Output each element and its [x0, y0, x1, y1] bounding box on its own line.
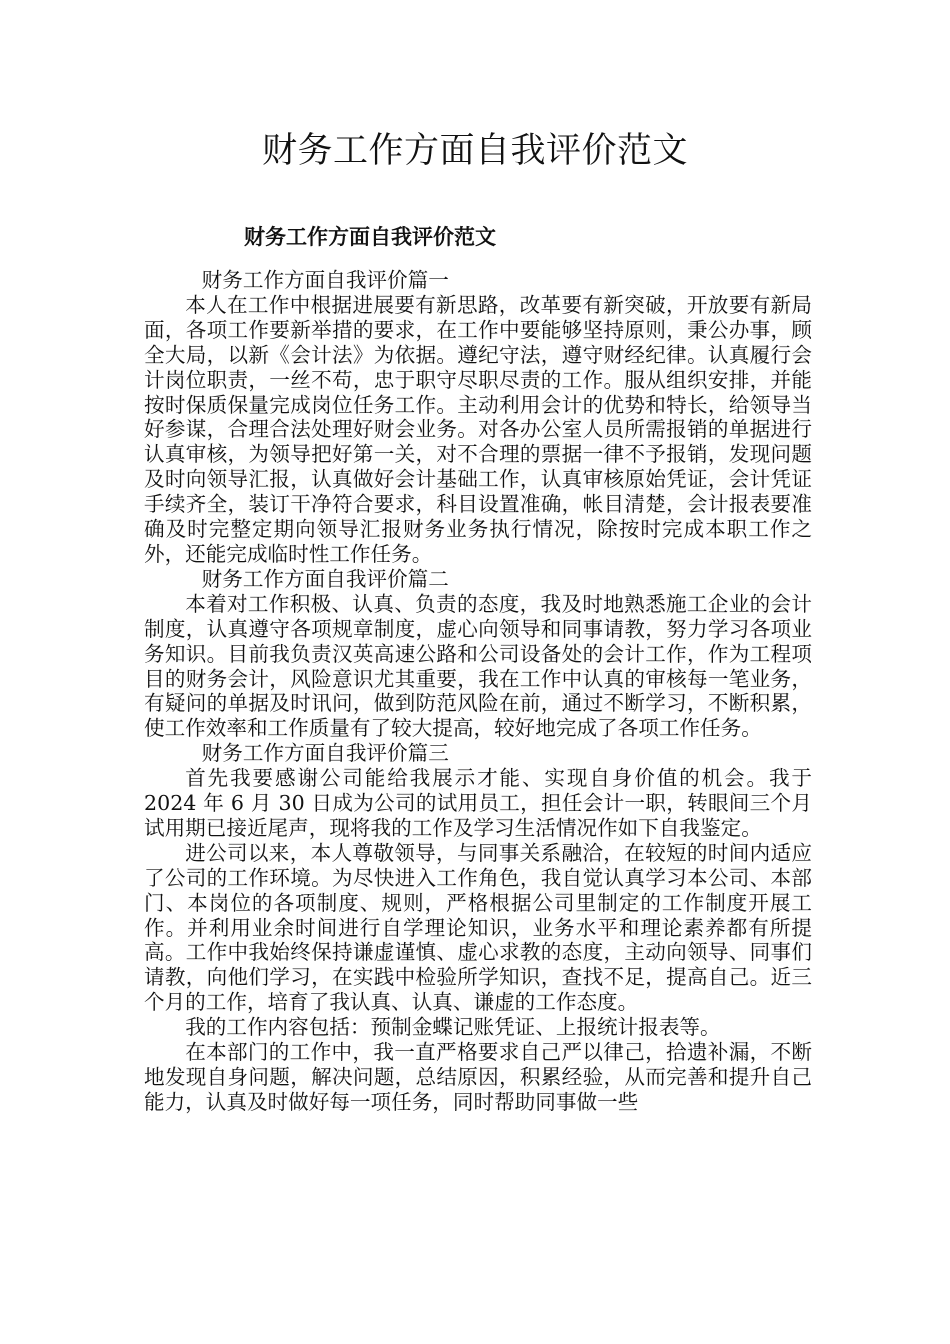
paragraph: 本人在工作中根据进展要有新思路，改革要有新突破，开放要有新局面，各项工作要新举措的要求，在工作中要能够坚持原则，秉公办事，顾全大局，以新《会计法》为依据。遵纪守法，遵守财经纪律。认真履行会计岗位职责，一丝不苟，忠于职守尽职尽责的工作。服从组织安排，并能按时保质保量完成岗位任务工作。主动利用会计的优势和特长，给领导当好参谋，合理合法处理好财会业务。对各办公室人员所需报销的单据进行认真审核，为领导把好第一关，对不合理的票据一律不予报销，发现问题及时向领导汇报，认真做好会计基础工作，认真审核原始凭证，会计凭证手续齐全，装订干净符合要求，科目设置准确，帐目清楚，会计报表要准确及时完整定期向领导汇报财务业务执行情况，除按时完成本职工作之外，还能完成临时性工作任务。 — [144, 292, 812, 566]
section-heading-2: 财务工作方面自我评价篇二 — [201, 566, 449, 591]
document-title: 财务工作方面自我评价范文 — [261, 131, 688, 171]
paragraph: 在本部门的工作中，我一直严格要求自己严以律己，拾遗补漏，不断地发现自身问题，解决问题，总结原因，积累经验，从而完善和提升自己能力，认真及时做好每一项任务，同时帮助同事做一些 — [144, 1040, 812, 1114]
document-subtitle: 财务工作方面自我评价范文 — [244, 224, 496, 249]
section-heading-3: 财务工作方面自我评价篇三 — [201, 741, 449, 766]
paragraph: 本着对工作积极、认真、负责的态度，我及时地熟悉施工企业的会计制度，认真遵守各项规章制度，虚心向领导和同事请教，努力学习各项业务知识。目前我负责汉英高速公路和公司设备处的会计工作，作为工程项目的财务会计，风险意识尤其重要，我在工作中认真的审核每一笔业务，有疑问的单据及时讯问，做到防范风险在前，通过不断学习，不断积累，使工作效率和工作质量有了较大提高，较好地完成了各项工作任务。 — [144, 591, 812, 741]
paragraph: 进公司以来，本人尊敬领导，与同事关系融洽，在较短的时间内适应了公司的工作环境。为尽快进入工作角色，我自觉认真学习本公司、本部门、本岗位的各项制度、规则，严格根据公司里制定的工作制度开展工作。并利用业余时间进行自学理论知识，业务水平和理论素养都有所提高。工作中我始终保持谦虚谨慎、虚心求教的态度，主动向领导、同事们请教，向他们学习，在实践中检验所学知识，查找不足，提高自己。近三个月的工作，培育了我认真、认真、谦虚的工作态度。 — [144, 840, 812, 1015]
paragraph: 首先我要感谢公司能给我展示才能、实现自身价值的机会。我于 2024 年 6 月 30 日成为公司的试用员工，担任会计一职，转眼间三个月试用期已接近尾声，现将我的工作及学习生活情况作如下自我鉴定。 — [144, 766, 812, 840]
section-heading-1: 财务工作方面自我评价篇一 — [201, 268, 449, 292]
paragraph: 我的工作内容包括：预制金蝶记账凭证、上报统计报表等。 — [185, 1015, 721, 1040]
document-body — [144, 268, 812, 1115]
